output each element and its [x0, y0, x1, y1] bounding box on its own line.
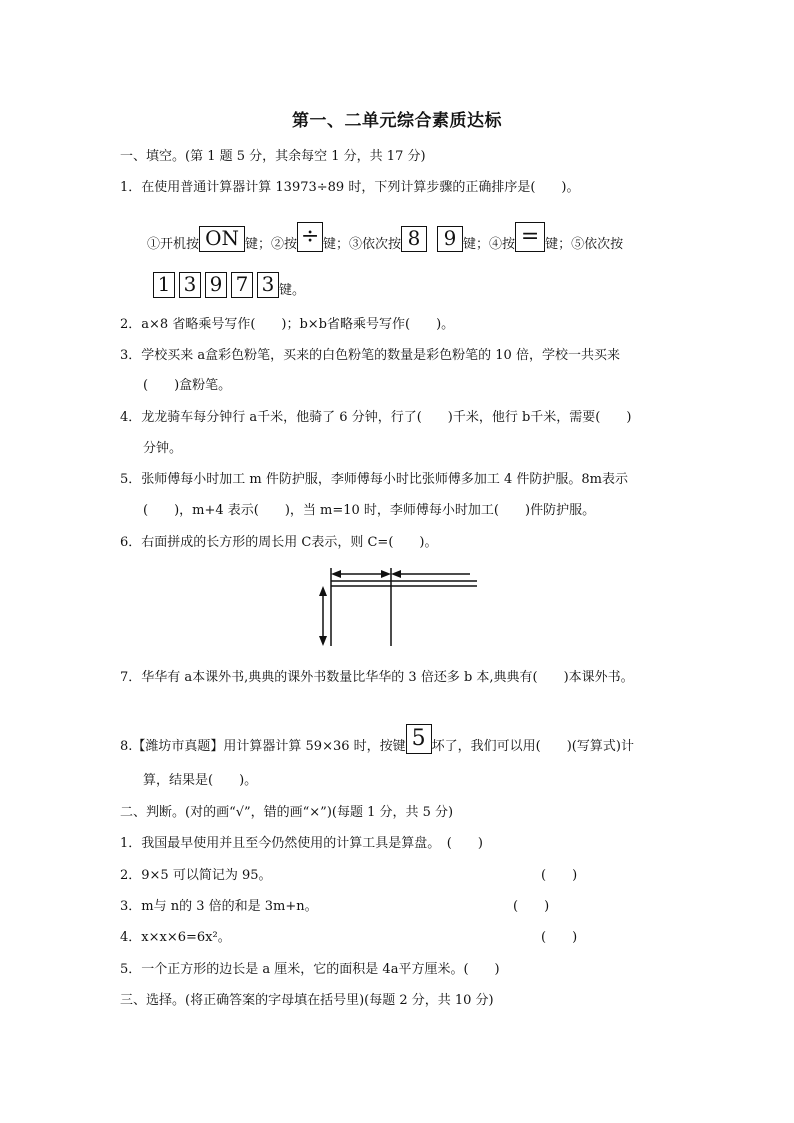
calculator-key-divide: ÷ — [297, 222, 323, 252]
question-7: 7．华华有 a本课外书,典典的课外书数量比华华的 3 倍还多 b 本,典典有( )本课外书。 — [120, 670, 634, 685]
judge-item-2: 2．9×5 可以简记为 95。 — [120, 868, 272, 883]
step1-label: ①开机按 — [147, 237, 200, 252]
question-8-post: 坏了，我们可以用( )(写算式)计 — [431, 739, 634, 754]
judge-item-3-blank: ( ) — [513, 899, 550, 914]
calculator-key-1: 1 — [153, 272, 175, 298]
step-end-label: 键。 — [279, 283, 306, 298]
question-5-line2: ( )，m+4 表示( )，当 m=10 时，李师傅每小时加工( )件防护服。 — [143, 503, 596, 518]
question-3-line2: ( )盒粉笔。 — [143, 378, 232, 393]
section3-heading: 三、选择。(将正确答案的字母填在括号里)(每题 2 分，共 10 分) — [120, 993, 494, 1008]
step5-label: 键；⑤依次按 — [545, 237, 624, 252]
rectangle-figure — [310, 565, 485, 650]
question-2: 2．a×8 省略乘号写作( )；b×b省略乘号写作( )。 — [120, 317, 455, 332]
judge-item-3: 3．m与 n的 3 倍的和是 3m+n。 — [120, 899, 318, 914]
calculator-key-3b: 3 — [257, 272, 279, 298]
section2-heading: 二、判断。(对的画“√”，错的画“×”)(每题 1 分，共 5 分) — [120, 805, 454, 820]
question-5-line1: 5．张师傅每小时加工 m 件防护服，李师傅每小时比张师傅多加工 4 件防护服。8m表示 — [120, 472, 628, 487]
question-1-key-sequence — [153, 272, 305, 298]
judge-item-2-blank: ( ) — [541, 868, 578, 883]
judge-item-4-blank: ( ) — [541, 930, 578, 945]
calculator-key-7: 7 — [231, 272, 253, 298]
calculator-key-on: ON — [199, 226, 245, 252]
page-title: 第一、二单元综合素质达标 — [292, 111, 502, 131]
question-3-line1: 3．学校买来 a盒彩色粉笔，买来的白色粉笔的数量是彩色粉笔的 10 倍，学校一共买来 — [120, 348, 620, 363]
step3-label: 键；③依次按 — [323, 237, 402, 252]
section1-heading: 一、填空。(第 1 题 5 分，其余每空 1 分，共 17 分) — [120, 149, 426, 164]
step4-label: 键；④按 — [463, 237, 516, 252]
question-8-line2: 算，结果是( )。 — [143, 773, 258, 788]
step2-label: 键；②按 — [245, 237, 298, 252]
question-4-line1: 4．龙龙骑车每分钟行 a千米，他骑了 6 分钟，行了( )千米，他行 b千米，需要( ) — [120, 410, 632, 425]
question-8-line1 — [120, 724, 634, 754]
question-4-line2: 分钟。 — [143, 441, 183, 456]
judge-item-5: 5．一个正方形的边长是 a 厘米，它的面积是 4a平方厘米。( ) — [120, 962, 500, 977]
question-6: 6．右面拼成的长方形的周长用 C表示，则 C=( )。 — [120, 535, 438, 550]
judge-item-4: 4．x×x×6=6x²。 — [120, 930, 231, 945]
calculator-key-9: 9 — [205, 272, 227, 298]
calculator-key-5: 5 — [406, 724, 432, 754]
question-1: 1．在使用普通计算器计算 13973÷89 时，下列计算步骤的正确排序是( )。 — [120, 180, 580, 195]
question-8-pre: 8.【潍坊市真题】用计算器计算 59×36 时，按键 — [120, 739, 406, 754]
judge-item-1: 1．我国最早使用并且至今仍然使用的计算工具是算盘。 ( ) — [120, 836, 483, 851]
calculator-key-9: 9 — [437, 226, 463, 252]
calculator-key-equals: = — [515, 222, 545, 252]
calculator-key-8: 8 — [401, 226, 427, 252]
calculator-key-3: 3 — [179, 272, 201, 298]
question-1-steps — [147, 222, 623, 252]
